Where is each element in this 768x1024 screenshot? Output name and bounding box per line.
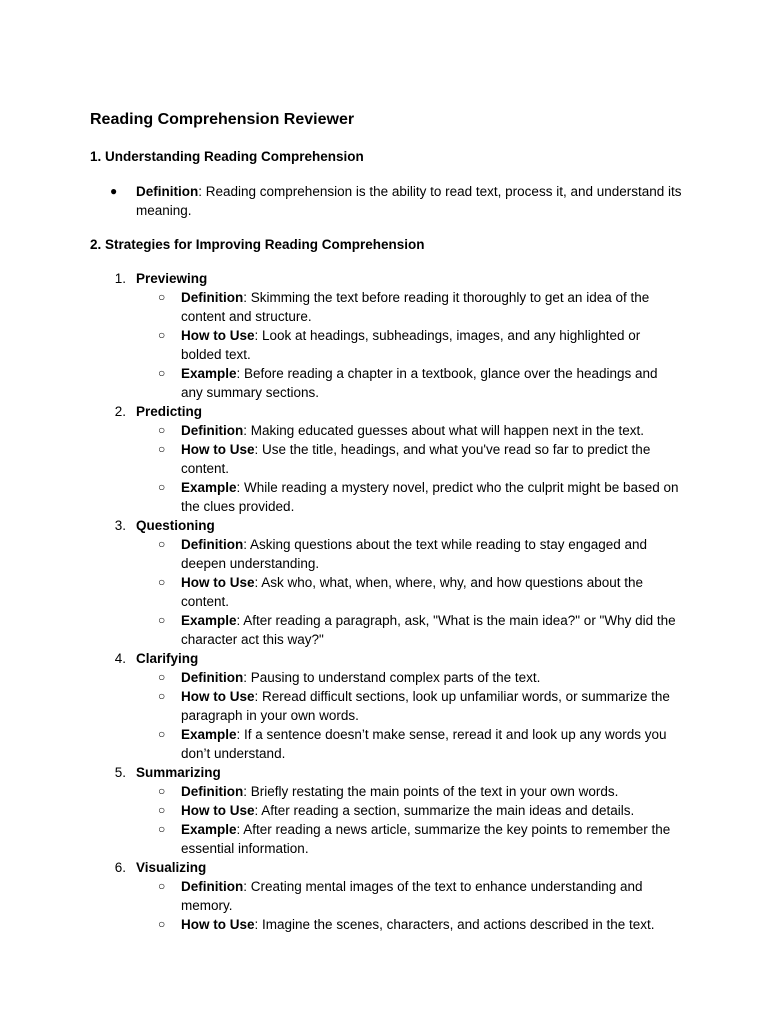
strategy-details-list bbox=[110, 535, 690, 649]
strategy-number: 1. bbox=[114, 271, 126, 286]
page-title: Reading Comprehension Reviewer bbox=[90, 111, 355, 128]
detail-label: Example bbox=[181, 613, 237, 628]
detail-label: Example bbox=[181, 366, 237, 381]
strategy-detail bbox=[158, 364, 681, 402]
detail-text: : Use the title, headings, and what you've read so far to predict the content. bbox=[181, 442, 651, 476]
strategy-name: Visualizing bbox=[136, 860, 207, 875]
strategy-name: Summarizing bbox=[136, 765, 221, 780]
detail-label: How to Use bbox=[181, 917, 255, 932]
detail-text: : Skimming the text before reading it thoroughly to get an idea of the content and structure. bbox=[181, 290, 650, 324]
strategy-details-list bbox=[110, 288, 690, 402]
strategy-name: Questioning bbox=[136, 518, 215, 533]
strategy-details-list bbox=[110, 877, 690, 934]
hollow-bullet-icon: ○ bbox=[158, 784, 166, 798]
strategy-detail bbox=[158, 611, 681, 649]
hollow-bullet-icon: ○ bbox=[158, 803, 166, 817]
strategy-number: 6. bbox=[114, 860, 126, 875]
hollow-bullet-icon: ○ bbox=[158, 917, 166, 931]
hollow-bullet-icon: ○ bbox=[158, 366, 166, 380]
detail-label: How to Use bbox=[181, 803, 255, 818]
strategy-item bbox=[110, 402, 690, 516]
strategy-item bbox=[110, 269, 690, 402]
strategy-detail bbox=[158, 877, 681, 915]
detail-text: : Creating mental images of the text to enhance understanding and memory. bbox=[181, 879, 643, 913]
hollow-bullet-icon: ○ bbox=[158, 613, 166, 627]
strategy-detail bbox=[158, 440, 681, 478]
detail-text: : After reading a section, summarize the main ideas and details. bbox=[254, 803, 635, 818]
detail-label: Definition bbox=[181, 290, 244, 305]
strategy-detail bbox=[158, 421, 681, 440]
strategy-item bbox=[110, 858, 690, 934]
detail-label: How to Use bbox=[181, 575, 255, 590]
detail-label: Definition bbox=[181, 784, 244, 799]
detail-label: How to Use bbox=[181, 328, 255, 343]
strategy-name: Clarifying bbox=[136, 651, 199, 666]
definition-label: Definition bbox=[136, 184, 199, 199]
strategy-number: 3. bbox=[114, 518, 126, 533]
hollow-bullet-icon: ○ bbox=[158, 670, 166, 684]
strategy-detail bbox=[158, 820, 681, 858]
hollow-bullet-icon: ○ bbox=[158, 480, 166, 494]
strategy-number: 4. bbox=[114, 651, 126, 666]
strategy-detail bbox=[158, 725, 681, 763]
strategy-item bbox=[110, 516, 690, 649]
hollow-bullet-icon: ○ bbox=[158, 442, 166, 456]
strategy-detail bbox=[158, 288, 681, 326]
hollow-bullet-icon: ○ bbox=[158, 328, 166, 342]
hollow-bullet-icon: ○ bbox=[158, 423, 166, 437]
detail-label: Definition bbox=[181, 670, 244, 685]
detail-text: : Before reading a chapter in a textbook, glance over the headings and any summary sections. bbox=[181, 366, 658, 400]
detail-label: Example bbox=[181, 822, 237, 837]
detail-text: : While reading a mystery novel, predict who the culprit might be based on the clues provided. bbox=[181, 480, 679, 514]
hollow-bullet-icon: ○ bbox=[158, 879, 166, 893]
strategy-number: 2. bbox=[114, 404, 126, 419]
definition-text bbox=[136, 182, 686, 220]
strategy-detail bbox=[158, 478, 681, 516]
strategy-detail bbox=[158, 573, 681, 611]
strategy-detail bbox=[158, 687, 681, 725]
strategy-item bbox=[110, 763, 690, 858]
strategy-number: 5. bbox=[114, 765, 126, 780]
detail-text: : Pausing to understand complex parts of the text. bbox=[243, 670, 541, 685]
strategy-name: Predicting bbox=[136, 404, 203, 419]
detail-label: Example bbox=[181, 480, 237, 495]
detail-text: : After reading a paragraph, ask, "What is the main idea?" or "Why did the character act this way?" bbox=[181, 613, 676, 647]
strategy-detail bbox=[158, 801, 681, 820]
detail-text: : After reading a news article, summarize the key points to remember the essential information. bbox=[181, 822, 671, 856]
detail-text: : Look at headings, subheadings, images, and any highlighted or bolded text. bbox=[181, 328, 641, 362]
detail-label: Definition bbox=[181, 423, 244, 438]
detail-label: Example bbox=[181, 727, 237, 742]
detail-text: : Briefly restating the main points of the text in your own words. bbox=[243, 784, 619, 799]
strategy-detail bbox=[158, 782, 681, 801]
strategy-name: Previewing bbox=[136, 271, 208, 286]
section-heading-strategies: 2. Strategies for Improving Reading Comprehension bbox=[90, 237, 425, 252]
hollow-bullet-icon: ○ bbox=[158, 575, 166, 589]
detail-text: : Reread difficult sections, look up unfamiliar words, or summarize the paragraph in your own words. bbox=[181, 689, 670, 723]
strategy-details-list bbox=[110, 668, 690, 763]
hollow-bullet-icon: ○ bbox=[158, 727, 166, 741]
definition-body: : Reading comprehension is the ability to read text, process it, and understand its meaning. bbox=[136, 184, 682, 218]
hollow-bullet-icon: ○ bbox=[158, 537, 166, 551]
strategy-detail bbox=[158, 535, 681, 573]
hollow-bullet-icon: ○ bbox=[158, 822, 166, 836]
detail-text: : Making educated guesses about what will happen next in the text. bbox=[243, 423, 645, 438]
strategy-details-list bbox=[110, 782, 690, 858]
detail-label: How to Use bbox=[181, 442, 255, 457]
section-heading-understanding: 1. Understanding Reading Comprehension bbox=[90, 149, 364, 164]
detail-label: How to Use bbox=[181, 689, 255, 704]
strategy-item bbox=[110, 649, 690, 763]
strategy-details-list bbox=[110, 421, 690, 516]
strategies-list bbox=[110, 269, 690, 934]
hollow-bullet-icon: ○ bbox=[158, 290, 166, 304]
strategy-detail bbox=[158, 326, 681, 364]
hollow-bullet-icon: ○ bbox=[158, 689, 166, 703]
detail-label: Definition bbox=[181, 879, 244, 894]
detail-text: : Imagine the scenes, characters, and actions described in the text. bbox=[254, 917, 655, 932]
strategy-detail bbox=[158, 915, 681, 934]
detail-text: : Ask who, what, when, where, why, and how questions about the content. bbox=[181, 575, 643, 609]
detail-label: Definition bbox=[181, 537, 244, 552]
strategy-detail bbox=[158, 668, 681, 687]
bullet-icon: ● bbox=[110, 184, 118, 198]
detail-text: : If a sentence doesn’t make sense, reread it and look up any words you don’t understand. bbox=[181, 727, 667, 761]
detail-text: : Asking questions about the text while reading to stay engaged and deepen understanding. bbox=[181, 537, 648, 571]
